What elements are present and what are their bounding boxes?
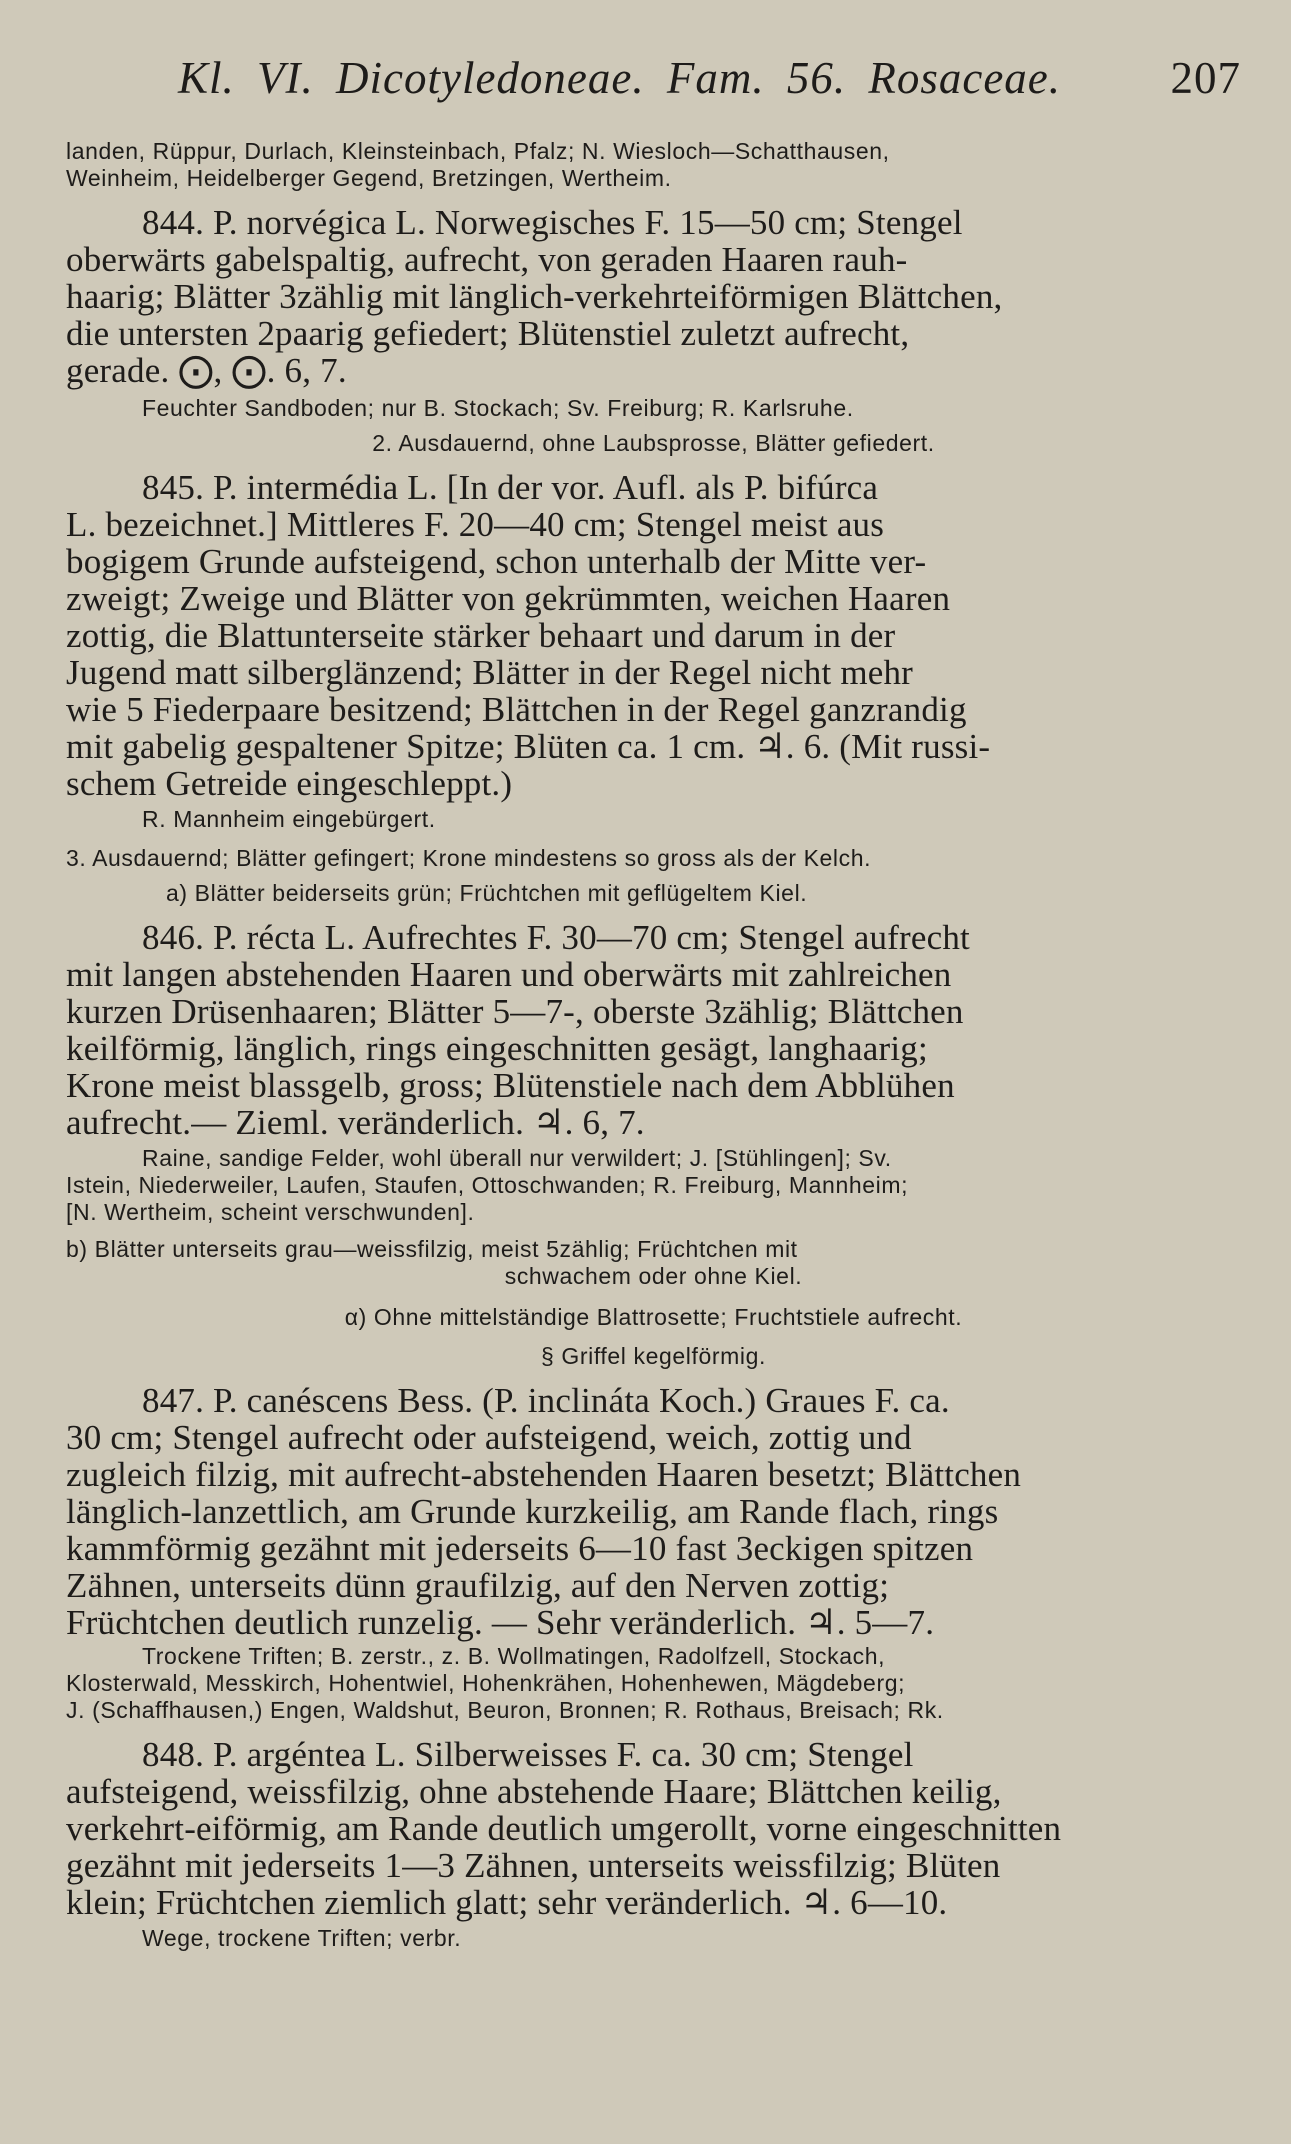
entry-line: 847. P. canéscens Bess. (P. inclináta Koch.) Graues F. ca. [142,1381,950,1420]
key-line: 2. Ausdauernd, ohne Laubsprosse, Blätter gefiedert. [372,430,935,456]
entry-line: mit gabelig gespaltener Spitze; Blüten ca. 1 cm. ♃. 6. (Mit russi- [66,727,991,766]
entry-line: wie 5 Fiederpaare besitzend; Blättchen in der Regel ganzrandig [66,690,967,729]
entry-line: L. bezeichnet.] Mittleres F. 20—40 cm; Stengel meist aus [66,505,885,544]
location-line: Trockene Triften; B. zerstr., z. B. Wollmatingen, Radolfzell, Stockach, [142,1643,886,1669]
entry-line: keilförmig, länglich, rings eingeschnitten gesägt, langhaarig; [66,1029,928,1068]
entry-line: Früchtchen deutlich runzelig. — Sehr veränderlich. ♃. 5—7. [66,1603,935,1642]
entry-line: gezähnt mit jederseits 1—3 Zähnen, unterseits weissfilzig; Blüten [66,1846,1001,1885]
entry-line: 846. P. récta L. Aufrechtes F. 30—70 cm; Stengel aufrecht [142,918,970,957]
key-line: schwachem oder ohne Kiel. [504,1263,803,1289]
entry-line: bogigem Grunde aufsteigend, schon unterhalb der Mitte ver- [66,542,927,581]
location-line: landen, Rüppur, Durlach, Kleinsteinbach, Pfalz; N. Wiesloch—Schatthausen, [66,138,890,164]
key-line: 3. Ausdauernd; Blätter gefingert; Krone mindestens so gross als der Kelch. [66,845,872,871]
entry-line: 844. P. norvégica L. Norwegisches F. 15—50 cm; Stengel [142,203,963,242]
location-line: Istein, Niederweiler, Laufen, Staufen, Ottoschwanden; R. Freiburg, Mannheim; [66,1172,909,1198]
location-line: R. Mannheim eingebürgert. [142,806,436,832]
entry-line: 30 cm; Stengel aufrecht oder aufsteigend, weich, zottig und [66,1418,912,1457]
location-line: Raine, sandige Felder, wohl überall nur verwildert; J. [Stühlingen]; Sv. [142,1145,892,1171]
location-line: [N. Wertheim, scheint verschwunden]. [66,1199,475,1225]
entry-line: Zähnen, unterseits dünn graufilzig, auf den Nerven zottig; [66,1566,890,1605]
entry-line: mit langen abstehenden Haaren und oberwärts mit zahlreichen [66,955,952,994]
entry-line: verkehrt-eiförmig, am Rande deutlich umgerollt, vorne eingeschnitten [66,1809,1062,1848]
entry-line: haarig; Blätter 3zählig mit länglich-verkehrteiförmigen Blättchen, [66,277,1003,316]
location-line: J. (Schaffhausen,) Engen, Waldshut, Beuron, Bronnen; R. Rothaus, Breisach; Rk. [66,1697,944,1723]
entry-line: kurzen Drüsenhaaren; Blätter 5—7-, oberste 3zählig; Blättchen [66,992,964,1031]
species-entry-844 [66,204,1241,422]
key-line: b) Blätter unterseits grau—weissfilzig, meist 5zählig; Früchtchen mit [66,1236,798,1262]
entry-line: klein; Früchtchen ziemlich glatt; sehr veränderlich. ♃. 6—10. [66,1883,948,1922]
entry-line: die untersten 2paarig gefiedert; Blütenstiel zuletzt aufrecht, [66,314,910,353]
species-entry-848 [66,1736,1241,1952]
entry-line: zweigt; Zweige und Blätter von gekrümmten, weichen Haaren [66,579,951,618]
entry-line: oberwärts gabelspaltig, aufrecht, von geraden Haaren rauh- [66,240,908,279]
location-line: Weinheim, Heidelberger Gegend, Bretzingen, Wertheim. [66,165,672,191]
entry-line: gerade. ⨀, ⨀. 6, 7. [66,351,347,390]
species-entry-845 [66,469,1241,833]
species-entry-846 [66,919,1241,1226]
header-title: Kl. VI. Dicotyledoneae. Fam. 56. Rosaceae. [178,53,1062,103]
entry-line: aufsteigend, weissfilzig, ohne abstehende Haare; Blättchen keilig, [66,1772,1002,1811]
entry-line: zottig, die Blattunterseite stärker behaart und darum in der [66,616,896,655]
location-line: Klosterwald, Messkirch, Hohentwiel, Hohenkrähen, Hohenhewen, Mägdeberg; [66,1670,906,1696]
entry-line: aufrecht.— Zieml. veränderlich. ♃. 6, 7. [66,1103,645,1142]
species-entry-847 [66,1382,1241,1724]
entry-line: schem Getreide eingeschleppt.) [66,764,513,803]
key-line: a) Blätter beiderseits grün; Früchtchen mit geflügeltem Kiel. [166,880,808,906]
location-line: Wege, trockene Triften; verbr. [142,1925,462,1951]
entry-line: 848. P. argéntea L. Silberweisses F. ca. 30 cm; Stengel [142,1735,914,1774]
entry-line: zugleich filzig, mit aufrecht-abstehenden Haaren besetzt; Blättchen [66,1455,1022,1494]
key-line: § Griffel kegelförmig. [541,1343,766,1369]
running-header [178,52,1241,104]
entry-line: kammförmig gezähnt mit jederseits 6—10 fast 3eckigen spitzen [66,1529,974,1568]
entry-line: 845. P. intermédia L. [In der vor. Aufl. als P. bifúrca [142,468,879,507]
entry-line: Jugend matt silberglänzend; Blätter in der Regel nicht mehr [66,653,914,692]
location-line: Feuchter Sandboden; nur B. Stockach; Sv. Freiburg; R. Karlsruhe. [142,395,854,421]
entry-line: länglich-lanzettlich, am Grunde kurzkeilig, am Rande flach, rings [66,1492,999,1531]
entry-line: Krone meist blassgelb, gross; Blütenstiele nach dem Abblühen [66,1066,955,1105]
page-number: 207 [1170,53,1241,103]
key-line: α) Ohne mittelständige Blattrosette; Fruchtstiele aufrecht. [344,1304,963,1330]
